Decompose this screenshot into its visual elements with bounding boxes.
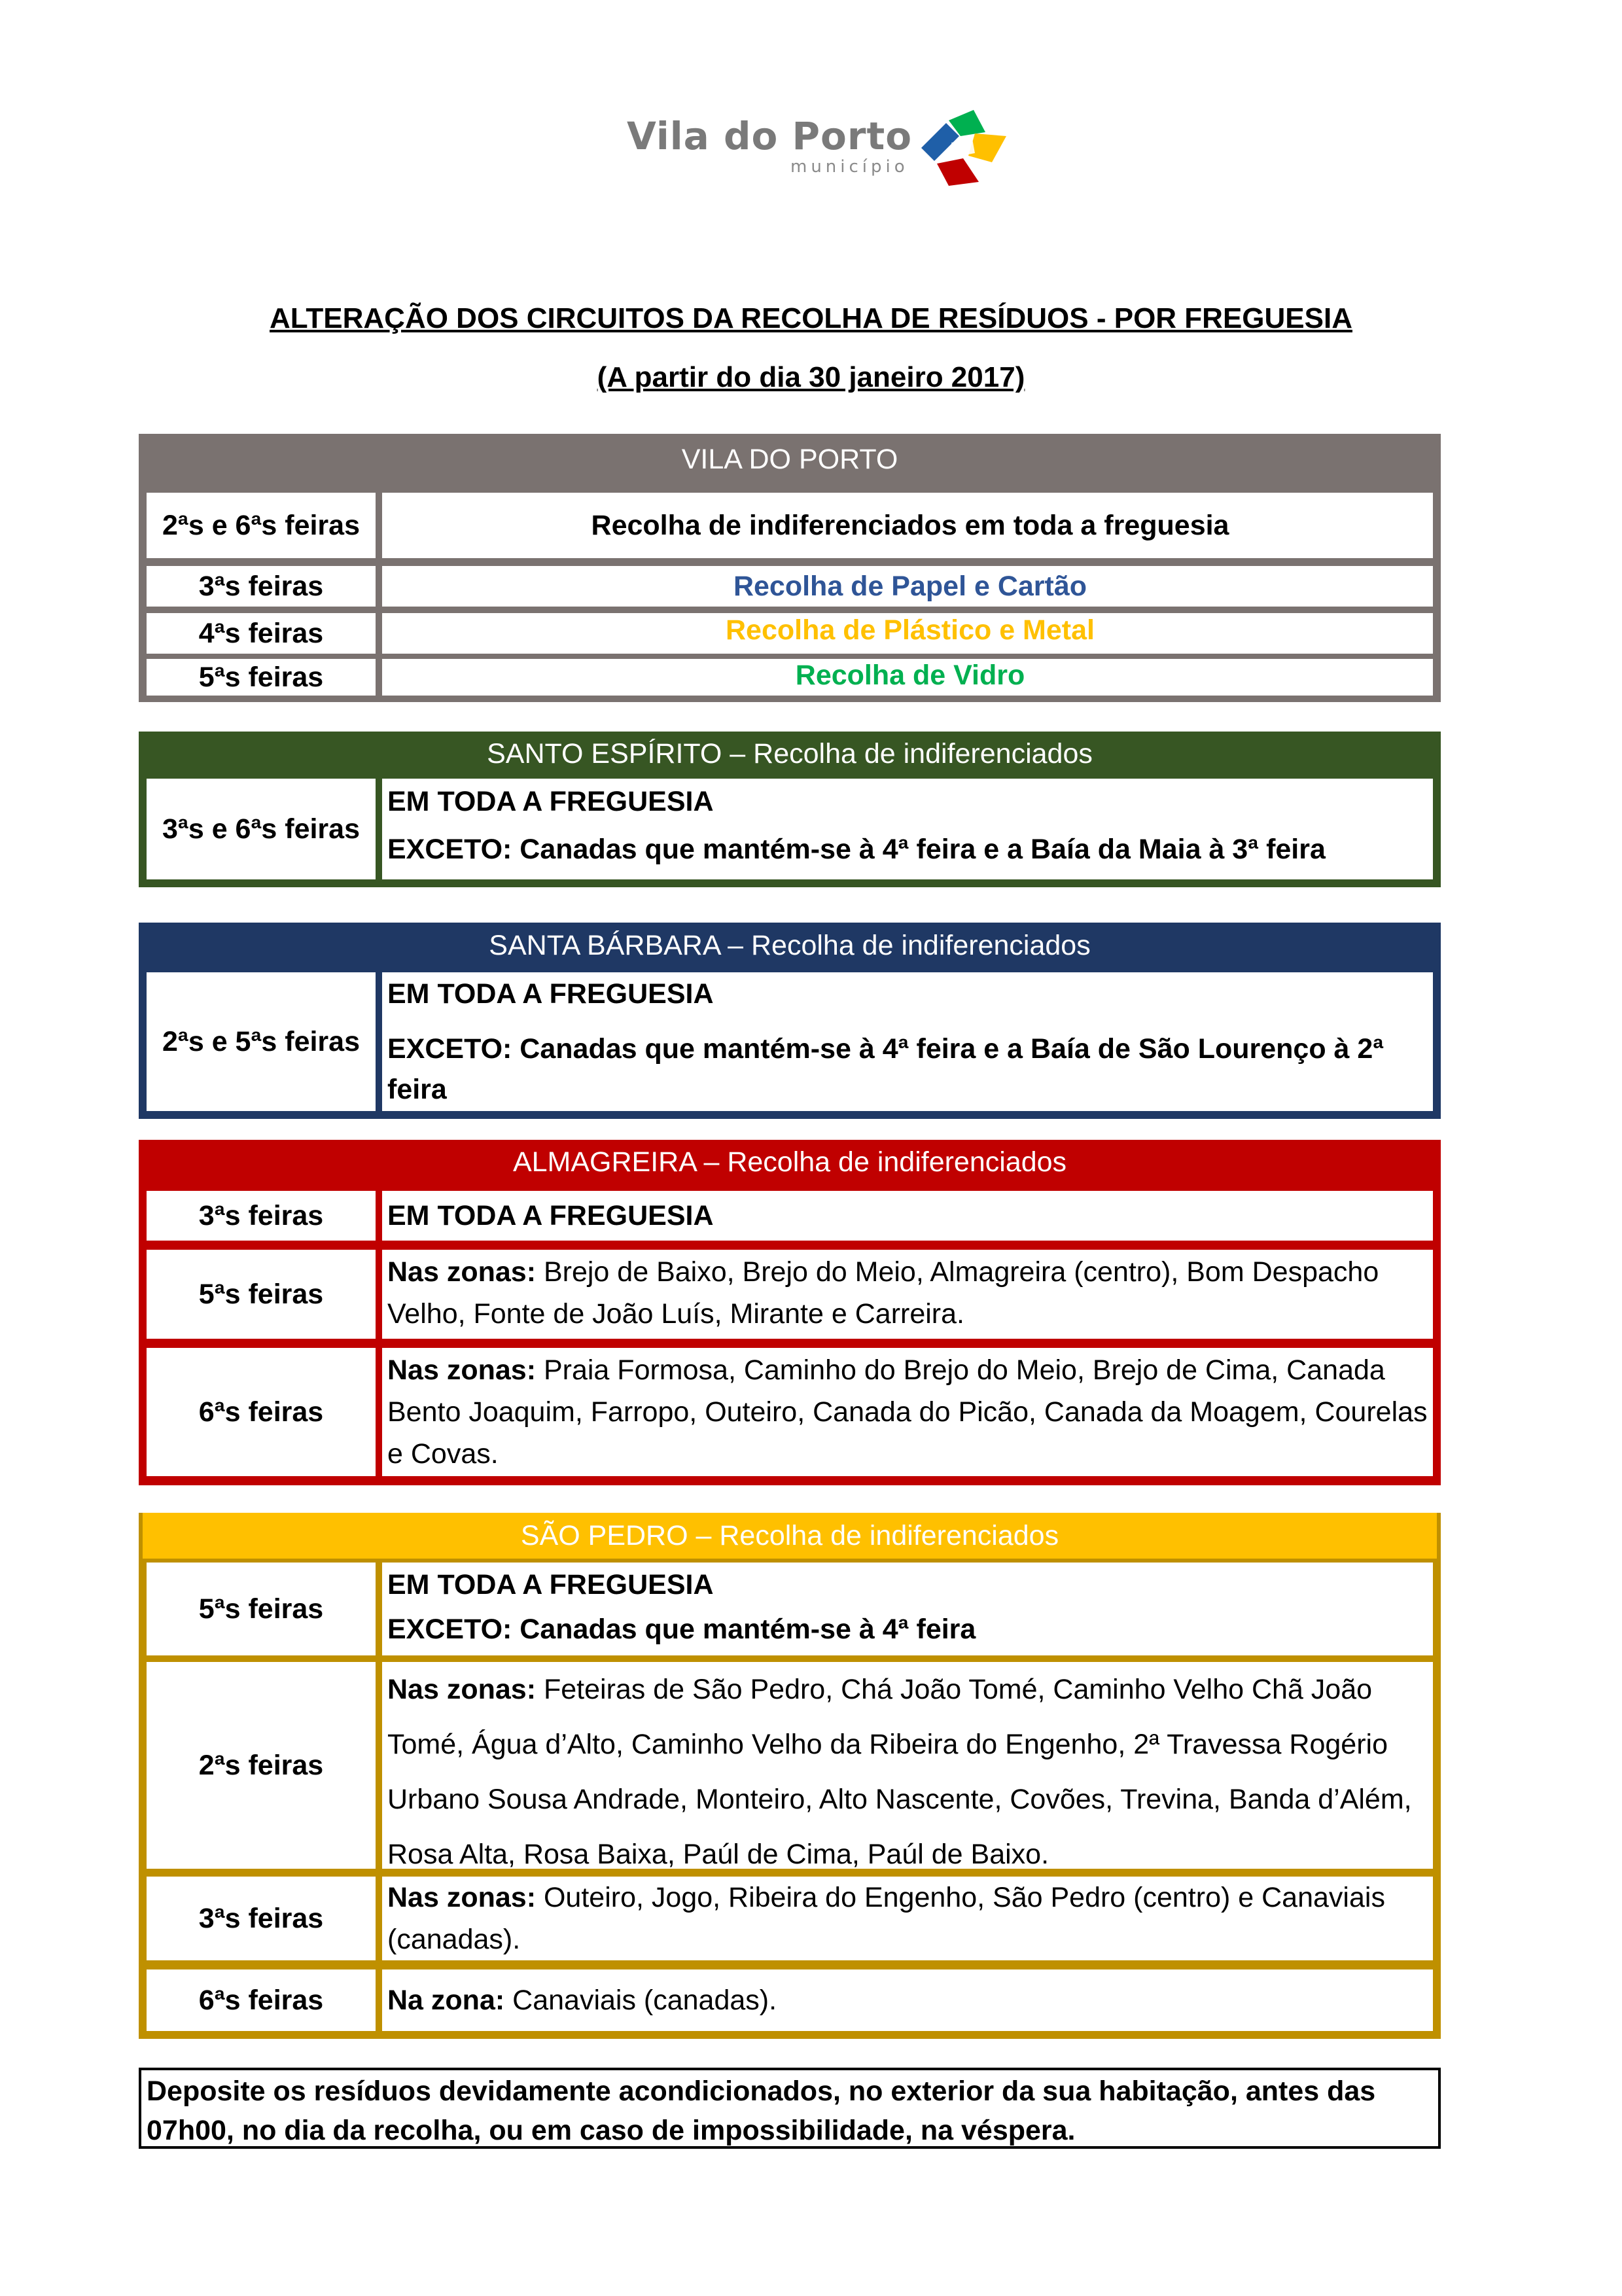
section-header: SANTA BÁRBARA – Recolha de indiferenciados [489,930,1091,961]
section-header: SANTO ESPÍRITO – Recolha de indiferenciados [487,738,1093,769]
document-subtitle: (A partir do dia 30 janeiro 2017) [597,361,1025,393]
zone-list: Canaviais (canadas). [512,1985,777,2016]
schedule-day: 3ªs feiras [147,1191,376,1241]
zone-list: Outeiro, Jogo, Ribeira do Engenho, São Pedro (centro) e Canaviais (canadas). [387,1882,1385,1955]
schedule-day: 6ªs feiras [147,1969,376,2031]
schedule-text: Recolha de Vidro [382,659,1433,696]
section-header: VILA DO PORTO [681,444,898,475]
section-vila-do-porto [139,434,1441,702]
schedule-text [382,1877,1433,1960]
schedule-text: Recolha de Papel e Cartão [382,566,1433,607]
section-sao-pedro [139,1513,1441,2039]
zone-label: EM TODA A FREGUESIA [387,1200,714,1231]
schedule-text: Recolha de Plástico e Metal [382,613,1433,654]
schedule-day: 5ªs feiras [147,1250,376,1339]
schedule-day: 5ªs feiras [147,1563,376,1655]
schedule-line: EM TODA A FREGUESIA [387,978,714,1010]
municipality-logo [627,110,1019,188]
schedule-day: 3ªs feiras [147,566,376,607]
schedule-day: 2ªs e 5ªs feiras [147,972,376,1111]
deposit-notice: Deposite os resíduos devidamente acondicionados, no exterior da sua habitação, antes das 07h00, no dia da recolha, ou em caso de impossibilidade, na véspera. [139,2068,1441,2149]
section-header: SÃO PEDRO – Recolha de indiferenciados [143,1513,1437,1559]
zone-label: Nas zonas: [387,1674,537,1705]
schedule-text [382,1191,1433,1241]
section-almagreira [139,1140,1441,1485]
schedule-text [382,1250,1433,1339]
section-santo-espirito [139,732,1441,887]
schedule-exception: EXCETO: Canadas que mantém-se à 4ª feira e a Baía de São Lourenço à 2ª [387,1033,1384,1065]
schedule-exception: EXCETO: Canadas que mantém-se à 4ª feira e a Baía da Maia à 3ª feira [387,834,1326,865]
section-header: ALMAGREIRA – Recolha de indiferenciados [512,1146,1067,1178]
schedule-day: 6ªs feiras [147,1348,376,1476]
zone-label: Nas zonas: [387,1256,537,1288]
zone-label: Na zona: [387,1985,505,2016]
section-santa-barbara [139,923,1441,1119]
schedule-text [382,972,1433,1111]
schedule-day: 3ªs feiras [147,1877,376,1960]
schedule-text [382,779,1433,879]
schedule-line: EM TODA A FREGUESIA [387,786,714,817]
schedule-text [382,1969,1433,2031]
schedule-day: 3ªs e 6ªs feiras [147,779,376,879]
schedule-text [382,1563,1433,1655]
schedule-line: EM TODA A FREGUESIA [387,1569,714,1600]
zone-list: Praia Formosa, Caminho do Brejo do Meio, Brejo de Cima, Canada Bento Joaquim, Farropo, Outeiro, Canada do Picão, Canada da Moagem, Courelas e Covas. [387,1354,1428,1470]
zone-label: Nas zonas: [387,1882,537,1913]
schedule-exception: EXCETO: Canadas que mantém-se à 4ª feira [387,1614,976,1645]
schedule-text: Recolha de indiferenciados em toda a freguesia [382,493,1433,558]
logo-mark-icon [915,110,1013,187]
schedule-day: 5ªs feiras [147,659,376,696]
schedule-day: 2ªs e 6ªs feiras [147,493,376,558]
schedule-day: 2ªs feiras [147,1662,376,1869]
zone-list: Feteiras de São Pedro, Chá João Tomé, Caminho Velho Chã João Tomé, Água d’Alto, Caminho Velho da Ribeira do Engenho, 2ª Travessa Rogério Urbano Sousa Andrade, Monteiro, Alto Nascente, Covões, Trevina, Banda d’Além, Rosa Alta, Rosa Baixa, Paúl de Cima, Paúl de Baixo. [387,1674,1412,1870]
schedule-day: 4ªs feiras [147,613,376,654]
logo-subtitle: município [790,157,909,177]
schedule-text [382,1662,1433,1869]
document-title: ALTERAÇÃO DOS CIRCUITOS DA RECOLHA DE RESÍDUOS - POR FREGUESIA [270,302,1352,334]
zone-list: Brejo de Baixo, Brejo do Meio, Almagreira (centro), Bom Despacho Velho, Fonte de João Luís, Mirante e Carreira. [387,1256,1379,1330]
schedule-text [382,1348,1433,1476]
logo-name: Vila do Porto [627,114,913,158]
zone-label: Nas zonas: [387,1354,537,1386]
schedule-exception-cont: feira [387,1074,447,1105]
